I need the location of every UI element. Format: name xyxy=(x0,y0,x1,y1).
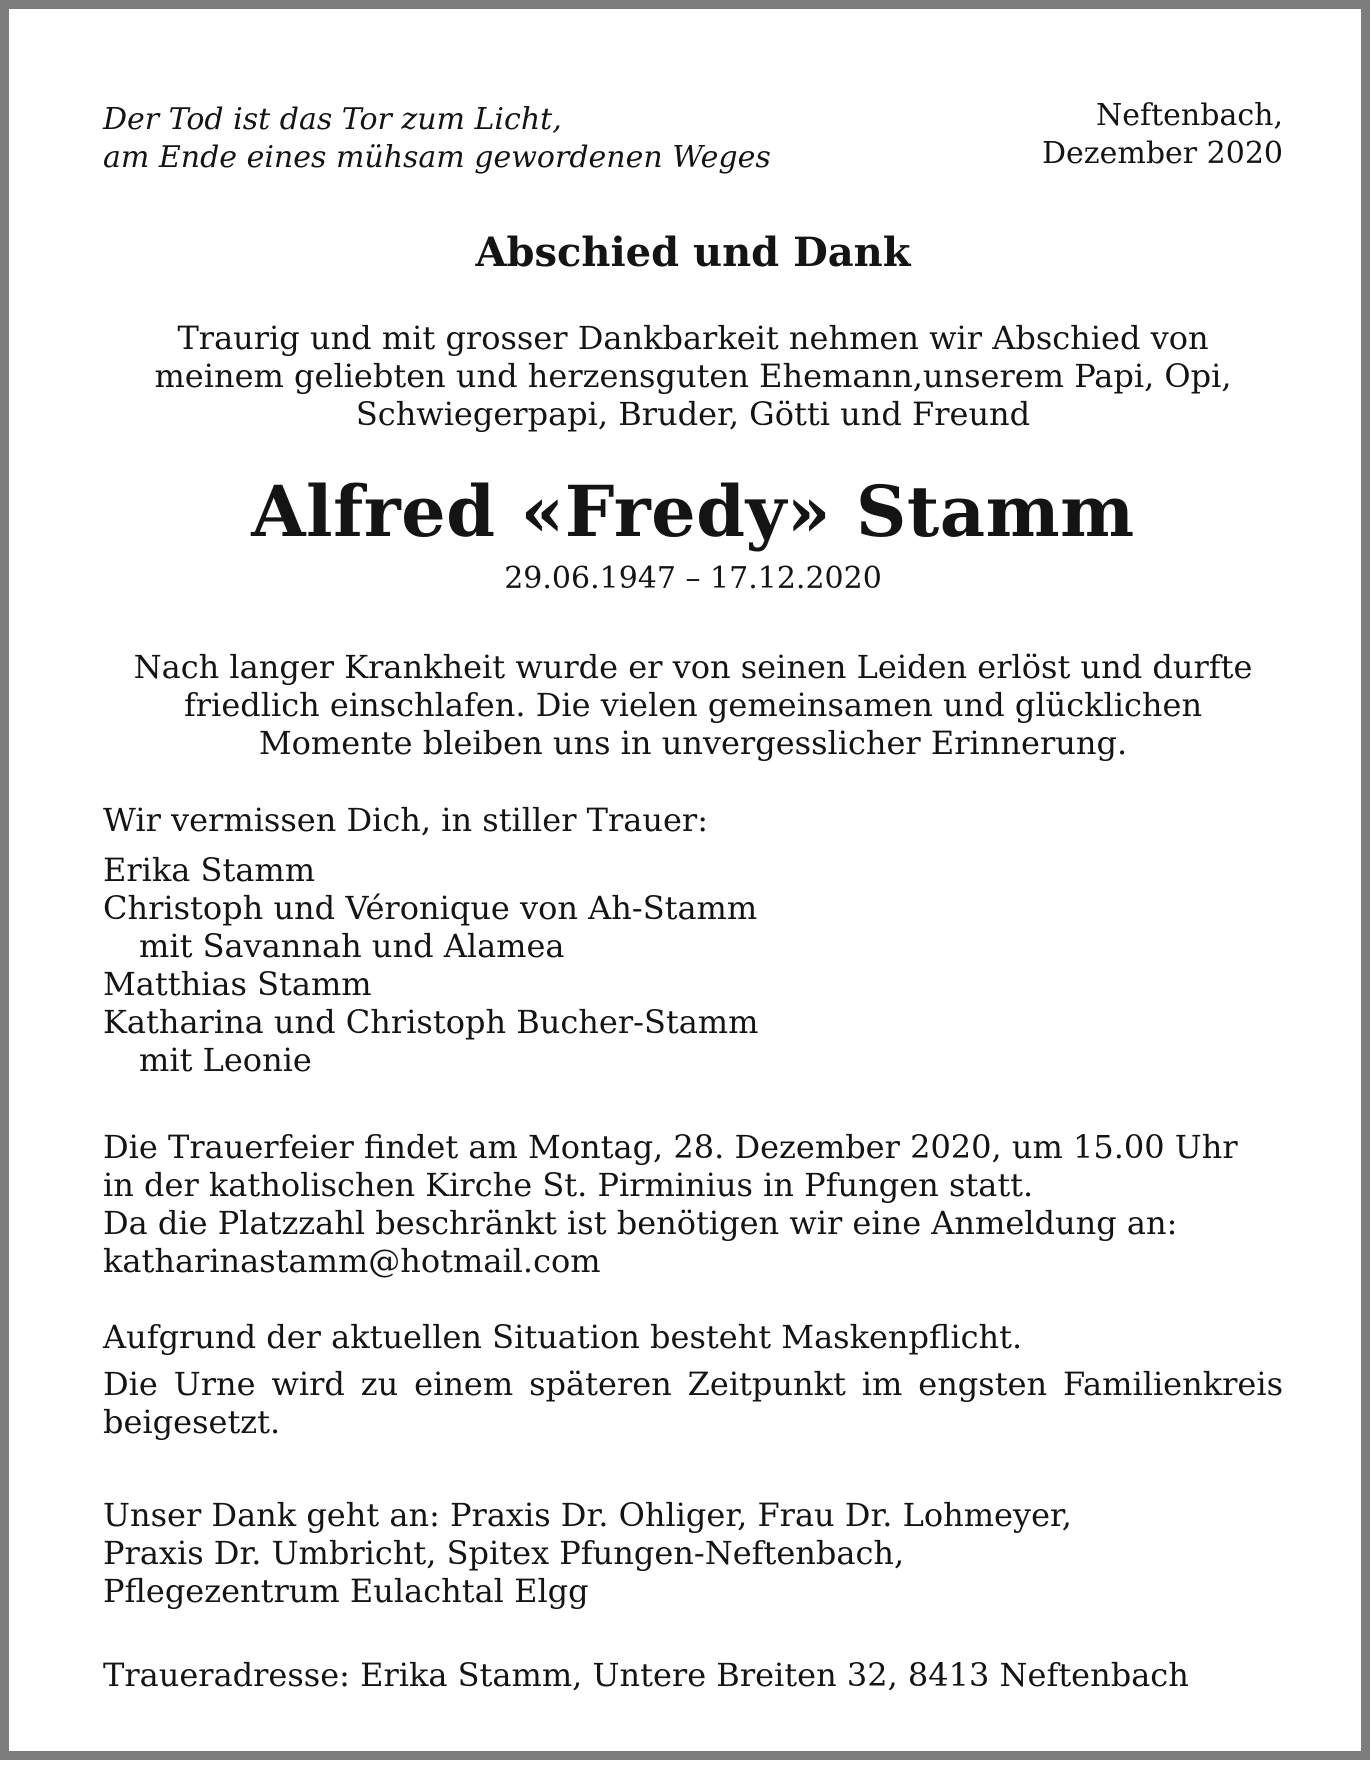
service-line-2: in der katholischen Kirche St. Pirminius in Pfungen statt. xyxy=(103,1166,1034,1204)
motto xyxy=(103,101,863,177)
release-line-2: friedlich einschlafen. Die vielen gemeinsamen und glücklichen xyxy=(183,686,1203,724)
mourner-subline: mit Savannah und Alamea xyxy=(139,927,565,965)
mourners-intro: Wir vermissen Dich, in stiller Trauer: xyxy=(103,801,708,839)
release-line-1: Nach langer Krankheit wurde er von seinen Leiden erlöst und durfte xyxy=(133,648,1253,686)
deceased-name: Alfred «Fredy» Stamm xyxy=(251,470,1135,553)
date: Dezember 2020 xyxy=(1042,136,1283,171)
intro-paragraph xyxy=(83,319,1303,433)
obituary-notice xyxy=(103,9,1283,1769)
thanks-line-3: Pflegezentrum Eulachtal Elgg xyxy=(103,1572,589,1610)
mourner-line: Katharina und Christoph Bucher-Stamm xyxy=(103,1003,759,1041)
service-paragraph xyxy=(103,1128,1283,1280)
mourner-subline: mit Leonie xyxy=(139,1041,312,1079)
release-line-3: Momente bleiben uns in unvergesslicher Erinnerung. xyxy=(258,724,1128,762)
contact-email: katharinastamm@hotmail.com xyxy=(103,1242,601,1280)
service-line-3: Da die Platzzahl beschränkt ist benötigen wir eine Anmeldung an: xyxy=(103,1204,1178,1242)
page-title: Abschied und Dank xyxy=(475,229,911,276)
life-dates: 29.06.1947 – 17.12.2020 xyxy=(504,561,882,596)
mask-notice: Aufgrund der aktuellen Situation besteht Maskenpflicht. xyxy=(103,1318,1023,1356)
urn-notice: Die Urne wird zu einem späteren Zeitpunkt im engsten Familienkreis beigesetzt. xyxy=(103,1365,1283,1441)
thanks-line-1: Unser Dank geht an: Praxis Dr. Ohliger, Frau Dr. Lohmeyer, xyxy=(103,1496,1072,1534)
motto-line-1: Der Tod ist das Tor zum Licht, xyxy=(103,102,562,137)
intro-line-3: Schwiegerpapi, Bruder, Götti und Freund xyxy=(355,395,1031,433)
intro-line-1: Traurig und mit grosser Dankbarkeit nehmen wir Abschied von xyxy=(177,319,1209,357)
mourners-list xyxy=(103,851,1283,1079)
thanks-paragraph xyxy=(103,1496,1283,1610)
mourner-line: Christoph und Véronique von Ah-Stamm xyxy=(103,889,758,927)
service-line-1: Die Trauerfeier findet am Montag, 28. Dezember 2020, um 15.00 Uhr xyxy=(103,1128,1238,1166)
intro-line-2: meinem geliebten und herzensguten Ehemann,unserem Papi, Opi, xyxy=(154,357,1232,395)
release-paragraph xyxy=(83,648,1303,762)
place: Neftenbach, xyxy=(1096,98,1283,133)
place-date xyxy=(863,97,1283,173)
thanks-line-2: Praxis Dr. Umbricht, Spitex Pfungen-Neftenbach, xyxy=(103,1534,905,1572)
mourner-line: Erika Stamm xyxy=(103,851,316,889)
mourning-address: Traueradresse: Erika Stamm, Untere Breiten 32, 8413 Neftenbach xyxy=(103,1656,1189,1694)
mourner-line: Matthias Stamm xyxy=(103,965,372,1003)
motto-line-2: am Ende eines mühsam gewordenen Weges xyxy=(103,140,771,175)
